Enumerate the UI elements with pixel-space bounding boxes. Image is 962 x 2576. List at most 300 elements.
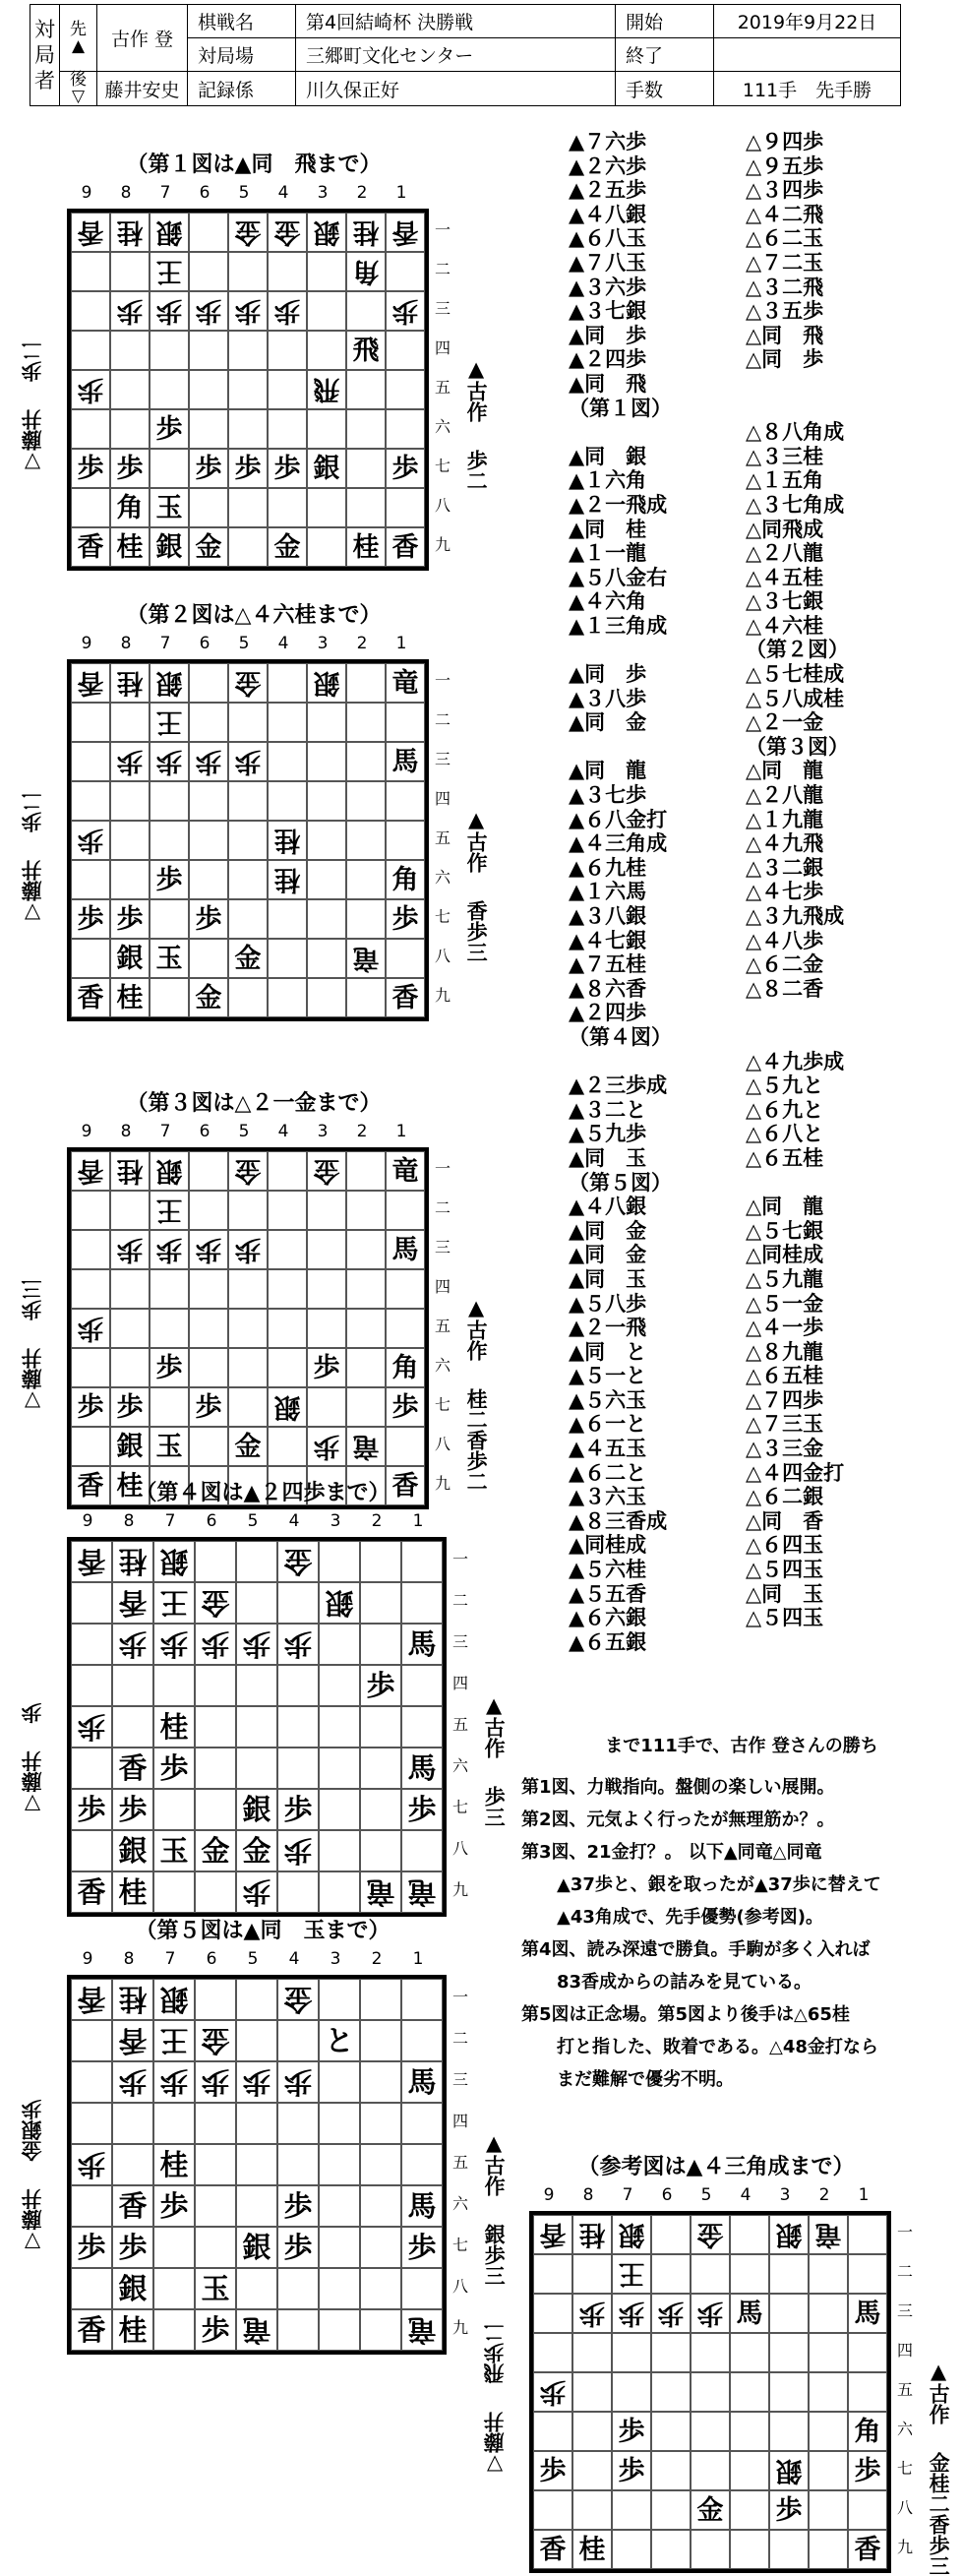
board-square xyxy=(112,2103,153,2144)
board-piece: 桂 xyxy=(110,663,150,703)
board-square xyxy=(195,2103,236,2144)
row-label: 三 xyxy=(451,1631,468,1651)
sente-move: ▲同桂成 xyxy=(569,1533,647,1558)
gote-move: △同飛成 xyxy=(746,517,824,541)
gote-move: △８二香 xyxy=(746,976,824,1001)
move-row xyxy=(569,299,903,324)
board-square xyxy=(319,2061,360,2103)
move-row xyxy=(569,420,903,445)
board-square xyxy=(360,1830,401,1871)
sente-move: ▲３八銀 xyxy=(569,904,647,928)
column-label: 4 xyxy=(740,2185,752,2205)
column-labels xyxy=(67,1949,439,1969)
board-piece: 王 xyxy=(150,1191,189,1230)
sente-move: ▲５六玉 xyxy=(569,1387,647,1412)
row-label: 九 xyxy=(451,1879,468,1899)
board-square xyxy=(71,1269,110,1309)
board-square xyxy=(319,1706,360,1748)
board-square xyxy=(268,488,307,527)
row-label: 五 xyxy=(451,2152,468,2172)
column-label: 3 xyxy=(317,634,329,653)
board-square xyxy=(848,2254,887,2294)
column-label: 1 xyxy=(858,2185,870,2205)
gote-move: △５八成桂 xyxy=(746,686,845,710)
row-label: 八 xyxy=(434,946,451,965)
board-piece: 桂 xyxy=(112,1871,153,1913)
board-square xyxy=(346,488,386,527)
board-square xyxy=(268,742,307,781)
board-piece: 馬 xyxy=(401,1624,443,1665)
column-label: 3 xyxy=(779,2185,791,2205)
diagram-caption: （第４図は▲２四歩まで） xyxy=(135,1481,391,1505)
board-square xyxy=(809,2490,848,2530)
gote-name: 藤井安史 xyxy=(97,72,188,106)
sente-move: ▲同 玉 xyxy=(569,1266,647,1291)
board-square xyxy=(651,2530,691,2569)
column-label: 6 xyxy=(206,1949,217,1969)
board-piece: 銀 xyxy=(612,2215,651,2254)
board-piece: 金 xyxy=(691,2490,730,2530)
board-square xyxy=(236,2144,277,2185)
sente-move: ▲７八玉 xyxy=(569,250,647,275)
board-piece: 香 xyxy=(71,978,110,1017)
gote-hand-label xyxy=(22,659,44,925)
gote-move xyxy=(746,1025,903,1050)
board-piece: 歩 xyxy=(848,2451,887,2490)
row-label: 六 xyxy=(434,1355,451,1375)
column-label: 2 xyxy=(818,2185,830,2205)
board-square xyxy=(195,2227,236,2268)
diagram-caption: （第２図は△４六桂まで） xyxy=(126,603,382,628)
board-piece: 銀 xyxy=(110,1427,150,1466)
gote-move: △３四歩 xyxy=(746,178,824,203)
sente-move: ▲６九桂 xyxy=(569,855,647,880)
gote-player-name: ▽藤井 xyxy=(21,2188,44,2254)
board-square xyxy=(848,2372,887,2412)
column-label: 2 xyxy=(356,1122,368,1141)
board-square xyxy=(268,703,307,742)
move-row xyxy=(569,638,903,662)
board-square xyxy=(401,1830,443,1871)
column-label: 1 xyxy=(395,634,407,653)
board-square xyxy=(71,1748,112,1789)
board-piece: 金 xyxy=(277,1541,319,1582)
gote-move xyxy=(746,1630,903,1655)
column-label: 2 xyxy=(371,1511,383,1531)
board-piece: 玉 xyxy=(150,939,189,978)
column-label: 2 xyxy=(371,1949,383,1969)
board-piece: 歩 xyxy=(307,1348,346,1387)
sente-pieces-in-hand: 桂二香歩二 xyxy=(464,1388,489,1493)
sente-move: ▲５六桂 xyxy=(569,1558,647,1582)
board-square xyxy=(268,1151,307,1191)
board-piece: 銀 xyxy=(769,2215,809,2254)
board-square xyxy=(809,2451,848,2490)
board-square xyxy=(401,1582,443,1624)
sente-move: （第４図） xyxy=(569,1024,672,1049)
column-label: 7 xyxy=(164,1511,176,1531)
board-square xyxy=(769,2333,809,2372)
gote-move: △５九と xyxy=(746,1073,824,1098)
board-square xyxy=(386,781,425,821)
board-square xyxy=(228,821,268,860)
move-row xyxy=(569,614,903,639)
board-square xyxy=(236,1748,277,1789)
sente-move: ▲４八銀 xyxy=(569,202,647,226)
board-square xyxy=(228,527,268,567)
move-row xyxy=(569,347,903,372)
gote-move xyxy=(746,1171,903,1196)
sente-move: ▲６八玉 xyxy=(569,226,647,251)
gote-pieces-in-hand: 歩二 xyxy=(21,340,44,382)
gote-move: △６二金 xyxy=(746,952,824,977)
row-label: 九 xyxy=(896,2537,913,2556)
board-piece: 銀 xyxy=(769,2451,809,2490)
row-label: 六 xyxy=(896,2419,913,2438)
column-label: 7 xyxy=(159,634,171,653)
column-label: 6 xyxy=(199,1122,210,1141)
gote-hand-label xyxy=(22,209,44,474)
kisen-value: 第4回結崎杯 決勝戦 xyxy=(296,5,616,38)
board-piece: 王 xyxy=(150,703,189,742)
sente-move: ▲８三香成 xyxy=(569,1508,668,1533)
board-square xyxy=(228,703,268,742)
board-piece: 香 xyxy=(71,1541,112,1582)
gote-move: △３三金 xyxy=(746,1437,824,1461)
board-piece: 歩 xyxy=(386,449,425,488)
board-square xyxy=(769,2530,809,2569)
row-label: 六 xyxy=(434,867,451,887)
board-square xyxy=(153,2227,195,2268)
board-piece: 銀 xyxy=(236,2227,277,2268)
board-square xyxy=(268,1309,307,1348)
gote-move: △７三玉 xyxy=(746,1412,824,1437)
row-label: 九 xyxy=(451,2317,468,2337)
board-square xyxy=(848,2333,887,2372)
end-label: 終了 xyxy=(616,38,714,72)
board-square xyxy=(236,1582,277,1624)
comment-line: ▲37歩と、銀を取ったが▲37歩に替えて xyxy=(557,1874,881,1895)
column-labels xyxy=(67,1511,439,1531)
gote-move: △４八歩 xyxy=(746,928,824,952)
board-piece: 金 xyxy=(268,527,307,567)
board-square xyxy=(110,703,150,742)
board-piece: 竜 xyxy=(386,663,425,703)
gote-move: △９四歩 xyxy=(746,130,824,153)
move-row xyxy=(569,493,903,518)
sente-move: ▲３七歩 xyxy=(569,783,647,808)
board-square xyxy=(386,331,425,370)
column-label: 9 xyxy=(82,1949,93,1969)
board-piece: 桂 xyxy=(572,2215,612,2254)
gote-move: △４二飛 xyxy=(746,202,824,226)
board-square xyxy=(307,291,346,331)
column-label: 3 xyxy=(317,1122,329,1141)
board-square xyxy=(691,2333,730,2372)
board-square xyxy=(346,860,386,899)
gote-player-name: ▽藤井 xyxy=(21,860,44,925)
row-label: 二 xyxy=(434,259,451,278)
gote-move: △５七銀 xyxy=(746,1218,824,1243)
column-label: 7 xyxy=(159,1122,171,1141)
gote-move: △同 玉 xyxy=(746,1581,824,1606)
sente-move: ▲６二と xyxy=(569,1460,647,1485)
board-square xyxy=(319,2185,360,2227)
sente-hand-label xyxy=(927,2360,949,2576)
board-square xyxy=(533,2333,572,2372)
board-piece: 歩 xyxy=(769,2490,809,2530)
board-piece: 歩 xyxy=(612,2294,651,2333)
sente-move: ▲３七銀 xyxy=(569,299,647,324)
board-square xyxy=(189,409,228,449)
board-square xyxy=(236,1541,277,1582)
board-piece: 歩 xyxy=(195,2061,236,2103)
board-square xyxy=(71,1348,110,1387)
move-row xyxy=(569,952,903,977)
comment-line: 第3図、21金打？。 以下▲同竜△同竜 xyxy=(521,1842,822,1863)
board-square xyxy=(189,331,228,370)
board-square xyxy=(386,939,425,978)
row-label: 六 xyxy=(434,416,451,436)
move-row xyxy=(569,1219,903,1244)
row-labels xyxy=(433,209,452,563)
board-piece: 歩 xyxy=(228,742,268,781)
board-square xyxy=(150,1269,189,1309)
board-piece: 銀 xyxy=(150,663,189,703)
board-square xyxy=(651,2412,691,2451)
board-piece: 歩 xyxy=(277,2227,319,2268)
board-square xyxy=(360,1789,401,1830)
board-square xyxy=(730,2372,769,2412)
board-square xyxy=(189,860,228,899)
game-header-table xyxy=(30,4,901,106)
moves-label: 手数 xyxy=(616,72,714,106)
column-label: 6 xyxy=(199,634,210,653)
comment-line: 83香成からの詰みを見ている。 xyxy=(557,1972,812,1993)
sente-move: ▲６五銀 xyxy=(569,1629,647,1654)
board-piece: 香 xyxy=(386,213,425,252)
board-square xyxy=(150,978,189,1017)
board-square xyxy=(189,213,228,252)
board-square xyxy=(346,781,386,821)
board-square xyxy=(346,663,386,703)
shogi-board xyxy=(529,2211,891,2573)
move-row xyxy=(569,1267,903,1292)
move-row xyxy=(569,759,903,783)
board-square xyxy=(319,2144,360,2185)
board-piece: 歩 xyxy=(150,1230,189,1269)
board-square xyxy=(769,2254,809,2294)
diagram-caption: （第３図は△２一金まで） xyxy=(126,1091,382,1116)
board-square xyxy=(319,1979,360,2020)
board-square xyxy=(150,821,189,860)
board-square xyxy=(360,2103,401,2144)
board-square xyxy=(691,2530,730,2569)
sente-move: ▲６八金打 xyxy=(569,807,668,831)
board-square xyxy=(307,899,346,939)
move-row xyxy=(569,1195,903,1219)
board-square xyxy=(319,1541,360,1582)
board-piece: 角 xyxy=(386,860,425,899)
board-piece: 歩 xyxy=(71,2144,112,2185)
row-label: 一 xyxy=(434,670,451,690)
board-square xyxy=(277,2020,319,2061)
gote-move: △５四玉 xyxy=(746,1606,824,1630)
sente-name: 古作 登 xyxy=(97,5,188,72)
row-label: 二 xyxy=(434,1197,451,1217)
board-square xyxy=(572,2254,612,2294)
sente-move: ▲５五香 xyxy=(569,1581,647,1606)
board-piece: 歩 xyxy=(401,1789,443,1830)
move-row xyxy=(569,880,903,904)
sente-move: ▲１六角 xyxy=(569,468,647,493)
move-row xyxy=(569,1533,903,1558)
board-piece: 香 xyxy=(71,2309,112,2351)
board-piece: 香 xyxy=(533,2530,572,2569)
board-square xyxy=(386,821,425,860)
diagram-caption: （第５図は▲同 玉まで） xyxy=(135,1919,391,1943)
board-piece: 香 xyxy=(386,527,425,567)
board-piece: 歩 xyxy=(71,370,110,409)
column-label: 1 xyxy=(395,183,407,203)
gote-move xyxy=(746,372,903,397)
board-square xyxy=(730,2215,769,2254)
board-square xyxy=(360,1979,401,2020)
board-piece: 王 xyxy=(153,1582,195,1624)
sente-move: ▲５八金右 xyxy=(569,565,668,589)
board-piece: 歩 xyxy=(110,1230,150,1269)
column-label: 4 xyxy=(288,1949,300,1969)
board-square xyxy=(189,1191,228,1230)
board-square xyxy=(71,703,110,742)
board-piece: 金 xyxy=(228,213,268,252)
gote-move: △３二銀 xyxy=(746,855,824,880)
board-square xyxy=(769,2294,809,2333)
gote-player-name: ▽藤井 xyxy=(483,2412,507,2477)
board-square xyxy=(319,2103,360,2144)
sente-hand-label xyxy=(482,1693,505,1827)
board-piece: 歩 xyxy=(612,2412,651,2451)
move-row xyxy=(569,1171,903,1196)
gote-move: △３二飛 xyxy=(746,275,824,299)
board-square xyxy=(268,1230,307,1269)
board-square xyxy=(730,2451,769,2490)
gote-move: △３七銀 xyxy=(746,589,824,614)
board-square xyxy=(71,2185,112,2227)
gote-move: △同 龍 xyxy=(746,1195,824,1219)
comment-line: 第4図、読み深遠で勝負。手駒が多く入れば xyxy=(521,1939,871,1960)
board-piece: と xyxy=(319,2020,360,2061)
board-piece: 歩 xyxy=(277,1624,319,1665)
sente-move: ▲同 銀 xyxy=(569,444,647,468)
board-square xyxy=(386,488,425,527)
gote-pieces-in-hand: 歩二 xyxy=(21,791,44,832)
board-piece: 歩 xyxy=(112,2061,153,2103)
comment-line: 第2図、元気よく行ったが無理筋か？。 xyxy=(521,1809,835,1830)
board-square xyxy=(110,1269,150,1309)
board-piece: 銀 xyxy=(319,1582,360,1624)
gote-move: △９五歩 xyxy=(746,153,824,178)
board-square xyxy=(319,2268,360,2309)
gote-move: △６二玉 xyxy=(746,226,824,251)
board-piece: 歩 xyxy=(150,1348,189,1387)
board-square xyxy=(71,939,110,978)
board-piece: 金 xyxy=(189,527,228,567)
board-piece: 香 xyxy=(112,1748,153,1789)
board-piece: 歩 xyxy=(71,1789,112,1830)
move-row xyxy=(569,831,903,856)
sente-player-name: ▲古作 xyxy=(464,1296,489,1362)
move-row xyxy=(569,589,903,614)
board-square xyxy=(401,2103,443,2144)
board-piece: 歩 xyxy=(153,1624,195,1665)
column-labels xyxy=(67,183,421,203)
board-piece: 金 xyxy=(228,1151,268,1191)
row-label: 一 xyxy=(451,1549,468,1568)
board-piece: 角 xyxy=(110,488,150,527)
row-label: 一 xyxy=(434,219,451,239)
board-square xyxy=(189,1151,228,1191)
board-square xyxy=(228,488,268,527)
board-square xyxy=(268,1348,307,1387)
column-labels xyxy=(67,634,421,653)
board-square xyxy=(386,370,425,409)
board-square xyxy=(195,1541,236,1582)
move-row xyxy=(569,1412,903,1437)
row-labels xyxy=(433,659,452,1013)
move-row xyxy=(569,662,903,687)
board-piece: 桂 xyxy=(112,2309,153,2351)
gote-move: （第２図） xyxy=(746,638,849,662)
column-label: 2 xyxy=(356,634,368,653)
sente-move: ▲７六歩 xyxy=(569,130,647,153)
board-piece: 歩 xyxy=(110,1387,150,1427)
move-row xyxy=(569,977,903,1002)
sente-pieces-in-hand: 歩三 xyxy=(482,1785,507,1827)
sente-move xyxy=(569,638,746,662)
comment-line: ▲43角成で、先手優勢(参考図)。 xyxy=(557,1907,823,1928)
board-square xyxy=(386,409,425,449)
row-label: 八 xyxy=(451,2276,468,2296)
move-row xyxy=(569,541,903,566)
gote-move: △５四玉 xyxy=(746,1558,824,1582)
sente-move: ▲４五玉 xyxy=(569,1437,647,1461)
row-label: 七 xyxy=(896,2458,913,2478)
board-piece: 歩 xyxy=(71,1387,110,1427)
sente-move: ▲４七銀 xyxy=(569,928,647,952)
sente-move: ▲同 金 xyxy=(569,1243,647,1267)
board-piece: 竜 xyxy=(360,1871,401,1913)
board-square xyxy=(533,2294,572,2333)
board-square xyxy=(346,449,386,488)
board-square xyxy=(110,1191,150,1230)
board-piece: 歩 xyxy=(110,742,150,781)
board-piece: 歩 xyxy=(71,821,110,860)
sente-move: ▲７五桂 xyxy=(569,952,647,977)
board-square xyxy=(386,703,425,742)
board-square xyxy=(612,2372,651,2412)
board-piece: 竜 xyxy=(236,2309,277,2351)
board-piece: 歩 xyxy=(112,1789,153,1830)
move-row xyxy=(569,468,903,493)
board-piece: 金 xyxy=(277,1979,319,2020)
board-square xyxy=(651,2451,691,2490)
board-square xyxy=(319,1871,360,1913)
board-square xyxy=(307,527,346,567)
board-piece: 歩 xyxy=(277,1789,319,1830)
gote-move: △４四金打 xyxy=(746,1460,845,1485)
row-label: 六 xyxy=(451,1755,468,1775)
